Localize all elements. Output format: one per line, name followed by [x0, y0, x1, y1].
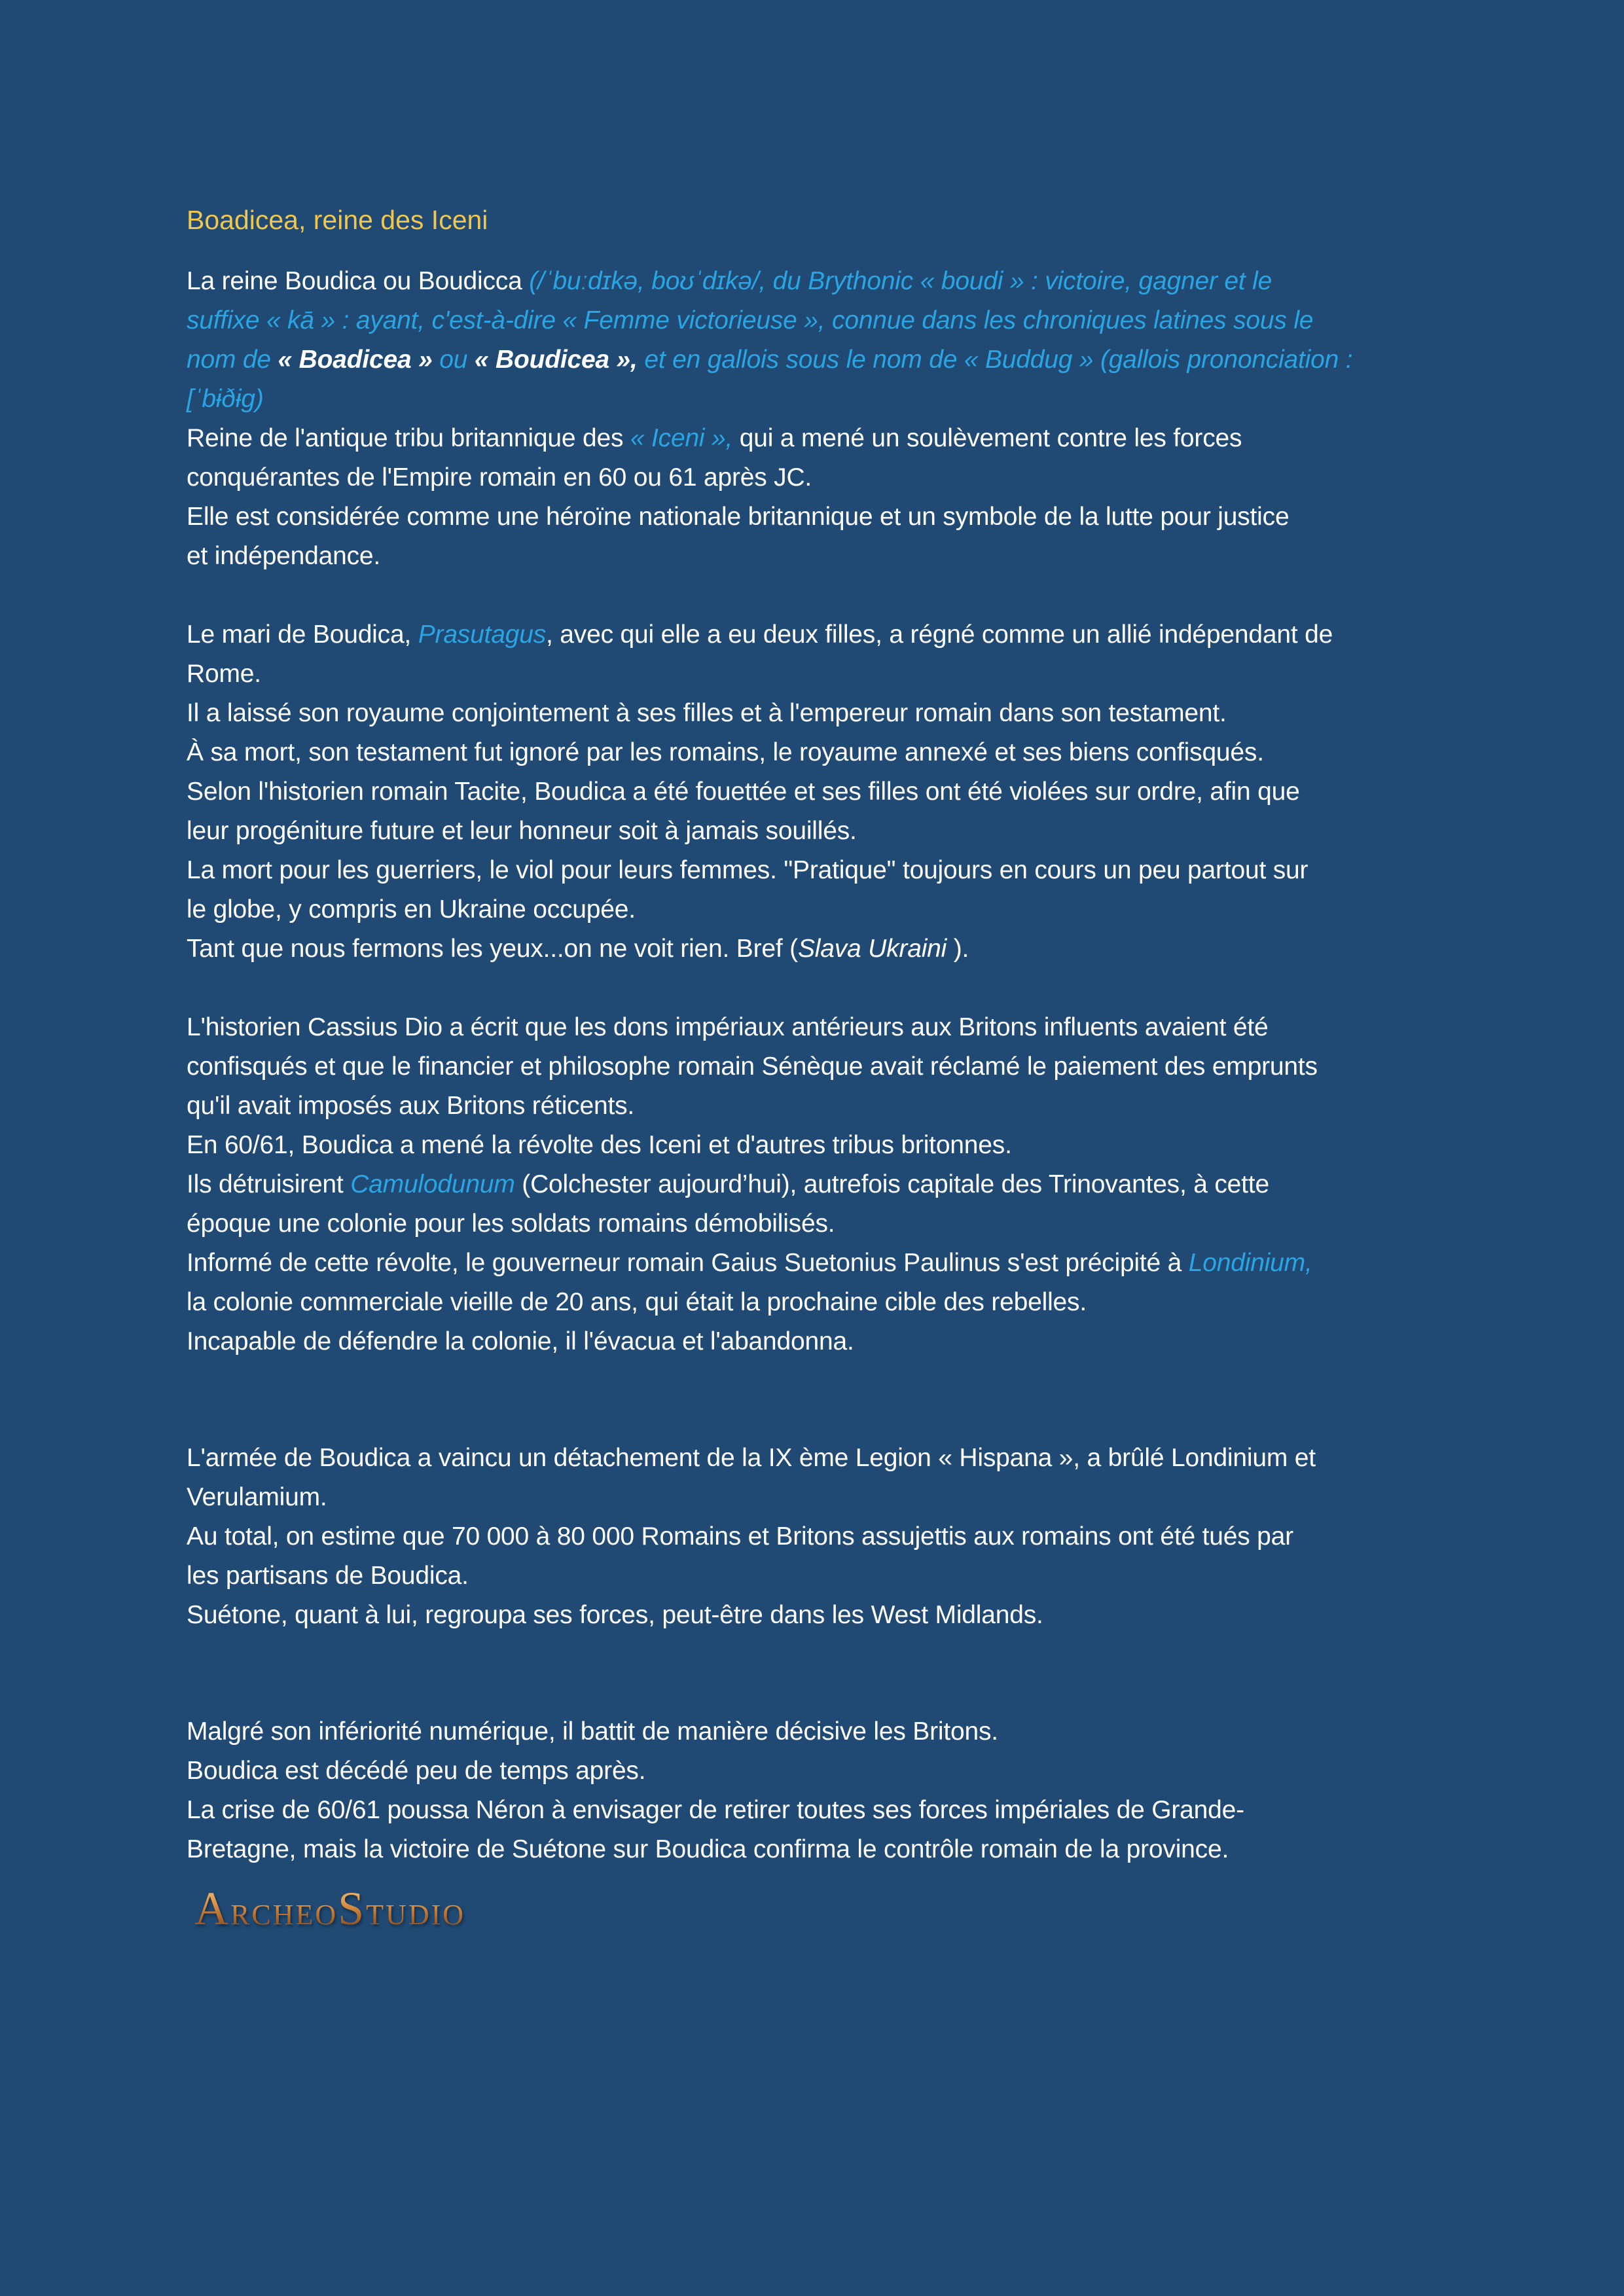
text-segment: la colonie commerciale vieille de 20 ans, qui était la prochaine cible des rebelles.	[187, 1288, 1087, 1316]
paragraph	[187, 615, 1528, 969]
text-segment: Prasutagus	[418, 620, 547, 649]
text-segment: À sa mort, son testament fut ignoré par les romains, le royaume annexé et ses biens confisqués.	[187, 738, 1264, 766]
logo-initial-a: A	[194, 1882, 230, 1935]
text-segment: et en gallois sous le nom de « Buddug » (gallois prononciation :	[637, 346, 1353, 374]
text-segment: époque une colonie pour les soldats romains démobilisés.	[187, 1210, 835, 1238]
text-segment: Ils détruisirent	[187, 1170, 351, 1198]
paragraph	[187, 1712, 1528, 1869]
text-segment: Slava Ukraini	[797, 935, 947, 963]
text-segment: et indépendance.	[187, 542, 381, 570]
text-segment: qu'il avait imposés aux Britons réticents.	[187, 1092, 635, 1120]
text-segment: (/ˈbuːdɪkə, boʊˈdɪkə/, du Brythonic « boudi » : victoire, gagner et le	[529, 267, 1272, 295]
text-segment: Tant que nous fermons les yeux...on ne voit rien. Bref (	[187, 935, 798, 963]
text-segment: , avec qui elle a eu deux filles, a régné comme un allié indépendant de	[546, 620, 1333, 649]
text-segment: confisqués et que le financier et philosophe romain Sénèque avait réclamé le paiement des emprunts	[187, 1052, 1318, 1081]
text-segment: le globe, y compris en Ukraine occupée.	[187, 895, 636, 924]
text-segment: [ˈbɨðɨɡ)	[187, 385, 264, 413]
text-segment: L'armée de Boudica a vaincu un détachement de la IX ème Legion « Hispana », a brûlé Londinium et	[187, 1444, 1316, 1472]
paragraph	[187, 1439, 1528, 1635]
text-segment: Incapable de défendre la colonie, il l'évacua et l'abandonna.	[187, 1327, 854, 1355]
text-segment: les partisans de Boudica.	[187, 1562, 469, 1590]
logo-text-rcheo: RCHEO	[230, 1899, 338, 1931]
text-segment: Au total, on estime que 70 000 à 80 000 Romains et Britons assujettis aux romains ont été tués par	[187, 1522, 1293, 1551]
text-segment: Rome.	[187, 660, 261, 688]
paragraph	[187, 262, 1528, 576]
text-segment: Malgré son infériorité numérique, il battit de manière décisive les Britons.	[187, 1717, 998, 1746]
text-segment: Le mari de Boudica,	[187, 620, 418, 649]
text-segment: Informé de cette révolte, le gouverneur romain Gaius Suetonius Paulinus s'est précipité à	[187, 1249, 1189, 1277]
page-title: Boadicea, reine des Iceni	[187, 205, 488, 235]
text-segment: suffixe « kā » : ayant, c'est-à-dire « Femme victorieuse », connue dans les chroniques latines sous le	[187, 306, 1314, 334]
text-segment: La crise de 60/61 poussa Néron à envisager de retirer toutes ses forces impériales de Grande-	[187, 1796, 1244, 1824]
text-column	[187, 200, 1528, 1869]
text-segment: Boudica est décédé peu de temps après.	[187, 1757, 646, 1785]
text-segment: (Colchester aujourd’hui), autrefois capitale des Trinovantes, à cette	[514, 1170, 1269, 1198]
logo-text-tudio: TUDIO	[366, 1899, 466, 1931]
text-segment: Camulodunum	[350, 1170, 515, 1198]
text-segment: ou	[432, 346, 475, 374]
logo-initial-s: S	[338, 1882, 367, 1935]
text-segment: nom de	[187, 346, 278, 374]
text-segment: ).	[947, 935, 969, 963]
text-segment: Verulamium.	[187, 1483, 327, 1511]
text-segment: Bretagne, mais la victoire de Suétone sur Boudica confirma le contrôle romain de la province.	[187, 1835, 1229, 1863]
text-segment: L'historien Cassius Dio a écrit que les dons impériaux antérieurs aux Britons influents avaient été	[187, 1013, 1269, 1041]
text-segment: leur progéniture future et leur honneur soit à jamais souillés.	[187, 817, 857, 845]
text-segment: « Iceni »,	[630, 424, 740, 452]
text-segment: Suétone, quant à lui, regroupa ses forces, peut-être dans les West Midlands.	[187, 1601, 1043, 1629]
document-body	[187, 262, 1528, 1869]
text-segment: Londinium,	[1188, 1249, 1312, 1277]
text-segment: qui a mené un soulèvement contre les forces	[739, 424, 1242, 452]
text-segment: En 60/61, Boudica a mené la révolte des Iceni et d'autres tribus britonnes.	[187, 1131, 1012, 1159]
text-segment: conquérantes de l'Empire romain en 60 ou 61 après JC.	[187, 463, 812, 492]
text-segment: « Boudicea »,	[474, 346, 638, 374]
text-segment: La mort pour les guerriers, le viol pour leurs femmes. "Pratique" toujours en cours un peu partout sur	[187, 856, 1308, 884]
text-segment: Reine de l'antique tribu britannique des	[187, 424, 630, 452]
text-segment: « Boadicea »	[278, 346, 433, 374]
text-segment: Selon l'historien romain Tacite, Boudica a été fouettée et ses filles ont été violées sur ordre, afin que	[187, 778, 1300, 806]
text-segment: La reine Boudica ou Boudicca	[187, 267, 530, 295]
paragraph	[187, 1008, 1528, 1361]
text-segment: Il a laissé son royaume conjointement à ses filles et à l'empereur romain dans son testament.	[187, 699, 1227, 727]
text-segment: Elle est considérée comme une héroïne nationale britannique et un symbole de la lutte pour justice	[187, 503, 1290, 531]
archeostudio-logo	[194, 1882, 466, 1935]
